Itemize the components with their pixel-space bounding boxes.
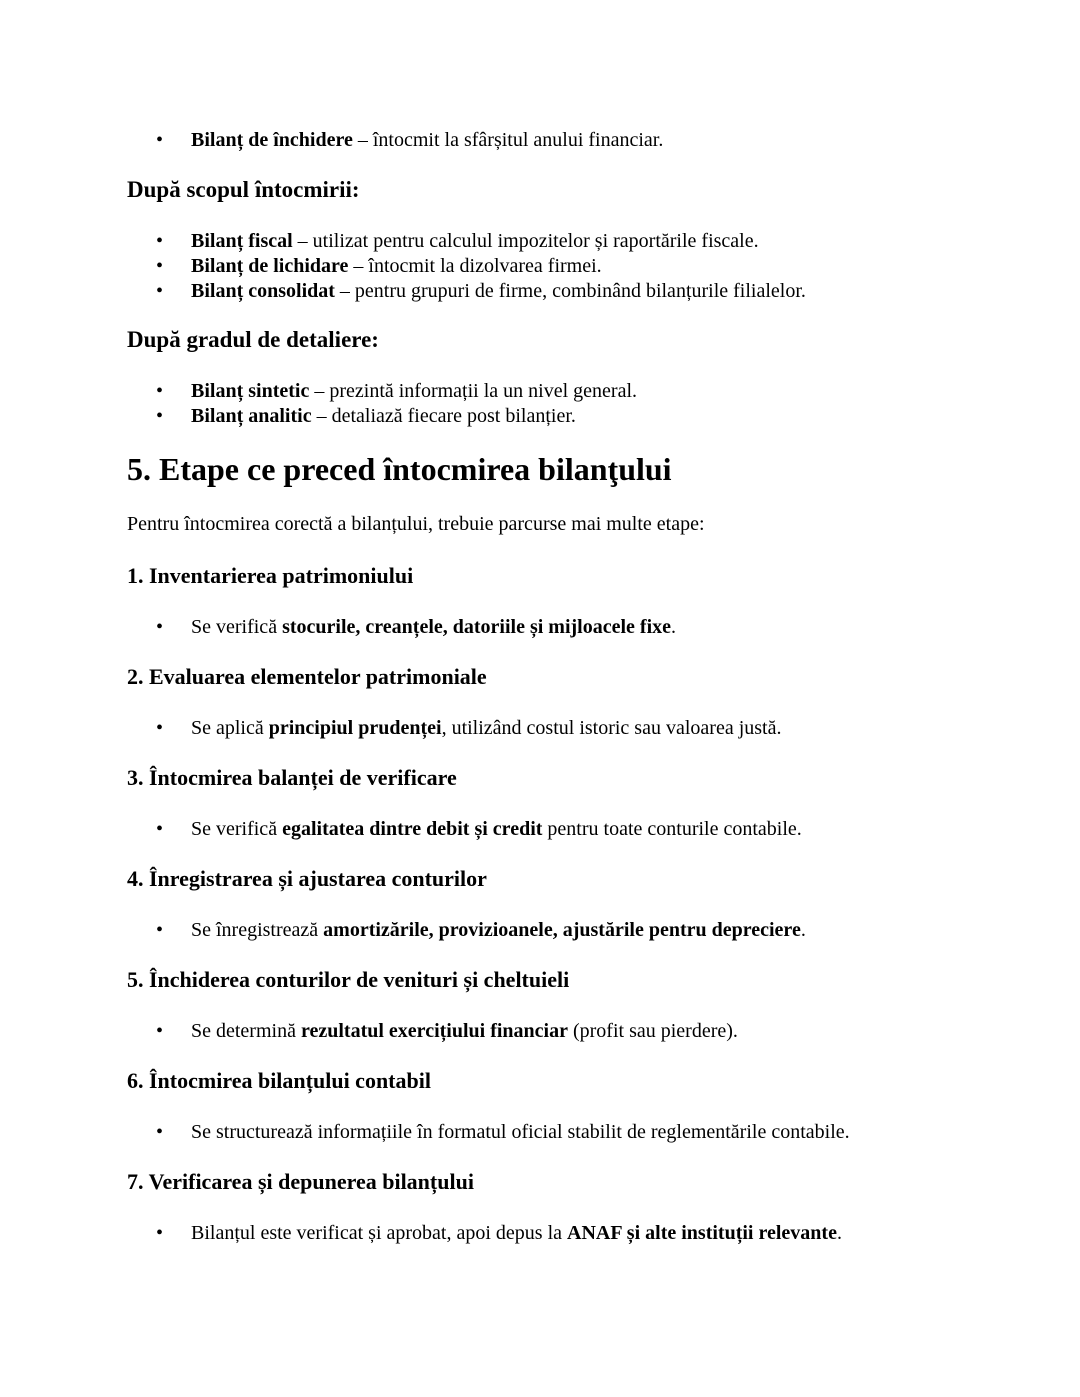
step-heading: 7. Verificarea și depunerea bilanțului (127, 1169, 474, 1194)
step-heading: 4. Înregistrarea și ajustarea conturilor (127, 866, 487, 891)
step-heading: 3. Întocmirea balanței de verificare (127, 765, 457, 790)
step-heading: 6. Întocmirea bilanțului contabil (127, 1068, 431, 1093)
bullet-icon: • (156, 1121, 164, 1143)
bullet-icon: • (156, 919, 164, 941)
chapter-title: 5. Etape ce preced întocmirea bilanţului (127, 451, 672, 487)
bullet-icon: • (156, 280, 164, 302)
bullet-icon: • (156, 230, 164, 252)
step-heading: 2. Evaluarea elementelor patrimoniale (127, 664, 487, 689)
bullet-icon: • (156, 818, 164, 840)
step-heading: 5. Închiderea conturilor de venituri și cheltuieli (127, 967, 570, 992)
bullet-icon: • (156, 405, 164, 427)
bullet-icon: • (156, 616, 164, 638)
bullet-icon: • (156, 1222, 164, 1244)
step-heading: 1. Inventarierea patrimoniului (127, 563, 414, 588)
bullet-icon: • (156, 255, 164, 277)
bullet-icon: • (156, 129, 164, 151)
chapter-intro: Pentru întocmirea corectă a bilanțului, trebuie parcurse mai multe etape: (127, 513, 705, 535)
subsection-heading-scop: După scopul întocmirii: (127, 177, 360, 202)
bullet-icon: • (156, 1020, 164, 1042)
subsection-heading-grad: După gradul de detaliere: (127, 327, 379, 352)
bullet-icon: • (156, 717, 164, 739)
bullet-icon: • (156, 380, 164, 402)
